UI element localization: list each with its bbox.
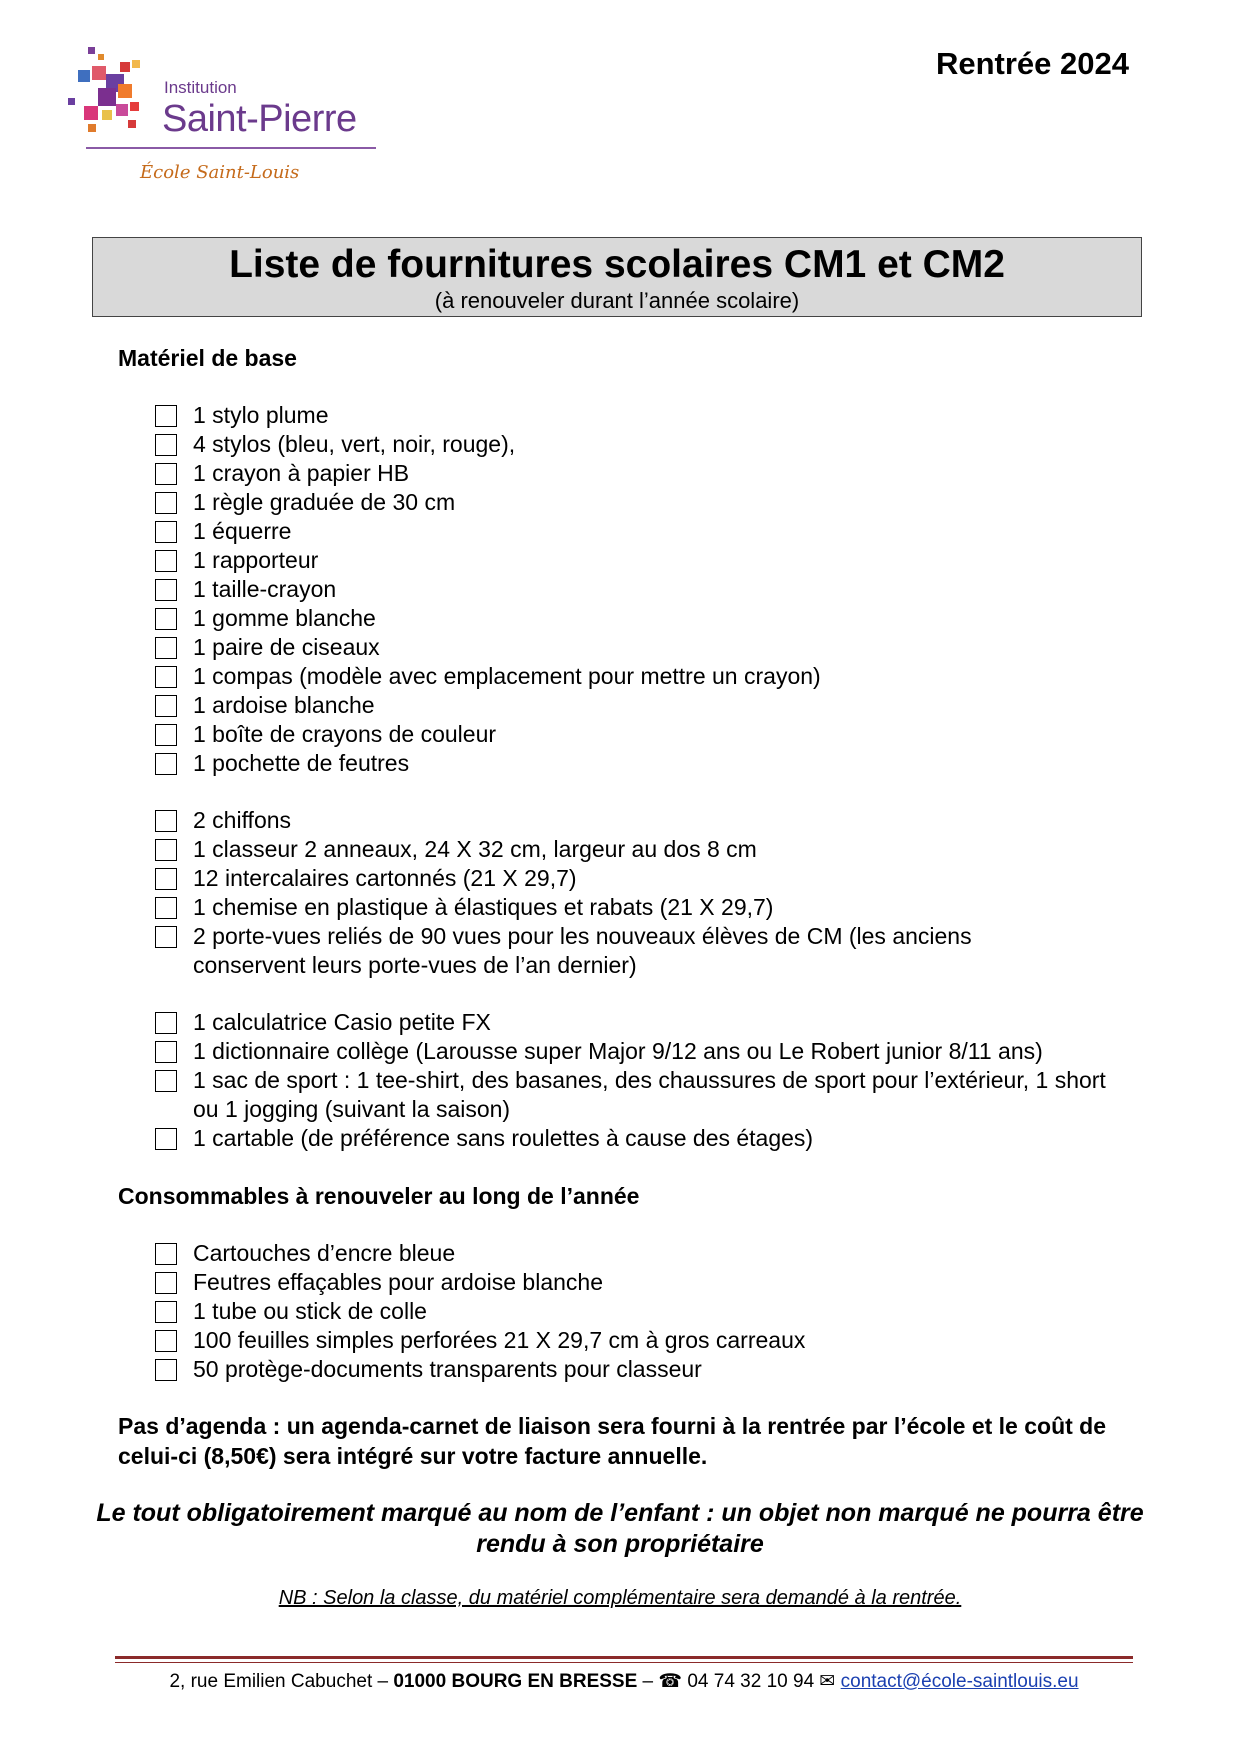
- checkbox[interactable]: [155, 1330, 177, 1352]
- checklist-item: [155, 1355, 805, 1384]
- checkbox[interactable]: [155, 1012, 177, 1034]
- checklist-item-label: Feutres effaçables pour ardoise blanche: [193, 1269, 604, 1295]
- checklist-item: [155, 1008, 1123, 1037]
- footer-divider: [115, 1656, 1133, 1659]
- checklist-item: [155, 517, 1123, 546]
- footer-dash: –: [637, 1671, 659, 1692]
- checklist-item-label: 1 crayon à papier HB: [193, 460, 410, 486]
- consommables-checklist: [155, 1239, 805, 1384]
- checkbox[interactable]: [155, 753, 177, 775]
- checkbox[interactable]: [155, 1128, 177, 1150]
- checkbox[interactable]: [155, 637, 177, 659]
- checklist-item: [155, 662, 1123, 691]
- checklist-item-label: 1 règle graduée de 30 cm: [193, 489, 456, 515]
- agenda-notice: Pas d’agenda : un agenda-carnet de liaison sera fourni à la rentrée par l’école et le coût de celui-ci (8,50€) sera intégré sur votre facture annuelle.: [118, 1413, 1107, 1469]
- checklist-item: [155, 488, 1123, 517]
- mail-icon: ✉: [819, 1671, 836, 1692]
- checkbox[interactable]: [155, 926, 177, 948]
- checklist-item: [155, 546, 1123, 575]
- checklist-item-label: 1 gomme blanche: [193, 605, 376, 631]
- checklist-item: [155, 1124, 1123, 1153]
- checklist-item-label: 1 cartable (de préférence sans roulettes à cause des étages): [193, 1125, 814, 1151]
- checklist-item: [155, 430, 1123, 459]
- checklist-item: [155, 459, 1123, 488]
- checkbox[interactable]: [155, 868, 177, 890]
- checklist-item: [155, 806, 1123, 835]
- checklist-item: [155, 893, 1123, 922]
- checklist-item-label: 1 sac de sport : 1 tee-shirt, des basanes, des chaussures de sport pour l’extérieur, 1 short ou 1 jogging (suivant la saison): [193, 1067, 1106, 1122]
- checklist-item: [155, 1239, 805, 1268]
- logo-school-name: Saint-Pierre: [162, 98, 357, 140]
- logo-squares-graphic: [68, 44, 158, 144]
- footer-phone: 04 74 32 10 94: [682, 1671, 820, 1692]
- checklist-item-label: 1 rapporteur: [193, 547, 319, 573]
- footer-street: 2, rue Emilien Cabuchet –: [169, 1671, 394, 1692]
- mandatory-notice: Le tout obligatoirement marqué au nom de l’enfant : un objet non marqué ne pourra être rendu à son propriétaire: [96, 1499, 1144, 1558]
- checkbox[interactable]: [155, 695, 177, 717]
- checkbox[interactable]: [155, 1041, 177, 1063]
- checklist-item-label: 2 porte-vues reliés de 90 vues pour les nouveaux élèves de CM (les anciens conservent leurs porte-vues de l’an dernier): [193, 923, 972, 978]
- checklist-item-label: 1 calculatrice Casio petite FX: [193, 1009, 491, 1035]
- footer-divider-thin: [115, 1662, 1133, 1663]
- page-title: Liste de fournitures scolaires CM1 et CM2: [229, 243, 1005, 286]
- checkbox[interactable]: [155, 521, 177, 543]
- page-subtitle: (à renouveler durant l’année scolaire): [434, 288, 800, 313]
- checklist-item-label: 2 chiffons: [193, 807, 292, 833]
- footer-email-link[interactable]: contact@école-saintlouis.eu: [840, 1671, 1079, 1692]
- checklist-item-label: 1 taille-crayon: [193, 576, 337, 602]
- checkbox[interactable]: [155, 1301, 177, 1323]
- checklist-item-label: Cartouches d’encre bleue: [193, 1240, 456, 1266]
- checklist-item-label: 12 intercalaires cartonnés (21 X 29,7): [193, 865, 577, 891]
- checklist-item: [155, 401, 1123, 430]
- checklist-item-label: 1 chemise en plastique à élastiques et rabats (21 X 29,7): [193, 894, 774, 920]
- checkbox[interactable]: [155, 666, 177, 688]
- checklist-item-label: 1 ardoise blanche: [193, 692, 375, 718]
- checkbox[interactable]: [155, 463, 177, 485]
- checkbox[interactable]: [155, 897, 177, 919]
- logo-institution-text: Institution: [164, 78, 237, 97]
- checkbox[interactable]: [155, 839, 177, 861]
- checkbox[interactable]: [155, 434, 177, 456]
- checklist-item-label: 1 compas (modèle avec emplacement pour mettre un crayon): [193, 663, 821, 689]
- checklist-item: [155, 1297, 805, 1326]
- checklist-item-label: 50 protège-documents transparents pour classeur: [193, 1356, 702, 1382]
- checklist-item-label: 4 stylos (bleu, vert, noir, rouge),: [193, 431, 516, 457]
- checklist-item: [155, 835, 1123, 864]
- checkbox[interactable]: [155, 1243, 177, 1265]
- footer-address: [115, 1670, 1133, 1693]
- checklist-item: [155, 1326, 805, 1355]
- checkbox[interactable]: [155, 810, 177, 832]
- section-heading-materiel: Matériel de base: [118, 345, 297, 371]
- checklist-item-label: 1 dictionnaire collège (Larousse super Major 9/12 ans ou Le Robert junior 8/11 ans): [193, 1038, 1043, 1064]
- checklist-item: [155, 575, 1123, 604]
- checkbox[interactable]: [155, 1070, 177, 1092]
- checkbox[interactable]: [155, 1359, 177, 1381]
- checkbox[interactable]: [155, 550, 177, 572]
- checklist-item-label: 1 pochette de feutres: [193, 750, 410, 776]
- checklist-item: [155, 720, 1123, 749]
- checklist-item: [155, 691, 1123, 720]
- checklist-item-label: 100 feuilles simples perforées 21 X 29,7 cm à gros carreaux: [193, 1327, 806, 1353]
- checklist-item: [155, 604, 1123, 633]
- footer-city: 01000 BOURG EN BRESSE: [393, 1671, 638, 1692]
- checklist-item: [155, 1066, 1123, 1124]
- checklist-item: [155, 1268, 805, 1297]
- checkbox[interactable]: [155, 492, 177, 514]
- nb-note: NB : Selon la classe, du matériel complémentaire sera demandé à la rentrée.: [278, 1587, 962, 1609]
- checklist-item: [155, 1037, 1123, 1066]
- phone-icon: ☎: [658, 1671, 683, 1692]
- checklist-item-label: 1 tube ou stick de colle: [193, 1298, 427, 1324]
- checkbox[interactable]: [155, 608, 177, 630]
- materiel-checklist: [155, 401, 1123, 1153]
- logo-divider: [86, 147, 376, 149]
- checkbox[interactable]: [155, 579, 177, 601]
- checklist-item-label: 1 équerre: [193, 518, 292, 544]
- section-heading-consommables: Consommables à renouveler au long de l’année: [118, 1183, 640, 1209]
- checklist-item-label: 1 classeur 2 anneaux, 24 X 32 cm, largeur au dos 8 cm: [193, 836, 757, 862]
- checkbox[interactable]: [155, 724, 177, 746]
- checklist-item-label: 1 stylo plume: [193, 402, 329, 428]
- checklist-item-label: 1 boîte de crayons de couleur: [193, 721, 497, 747]
- checkbox[interactable]: [155, 405, 177, 427]
- school-logo: [68, 44, 388, 194]
- checklist-item: [155, 633, 1123, 662]
- checkbox[interactable]: [155, 1272, 177, 1294]
- checklist-item: [155, 864, 1123, 893]
- checklist-item: [155, 749, 1123, 778]
- checklist-item-label: 1 paire de ciseaux: [193, 634, 380, 660]
- title-box: [92, 237, 1142, 317]
- logo-ecole-text: École Saint-Louis: [140, 162, 300, 183]
- checklist-item: [155, 922, 1063, 980]
- rentree-year: Rentrée 2024: [935, 46, 1129, 81]
